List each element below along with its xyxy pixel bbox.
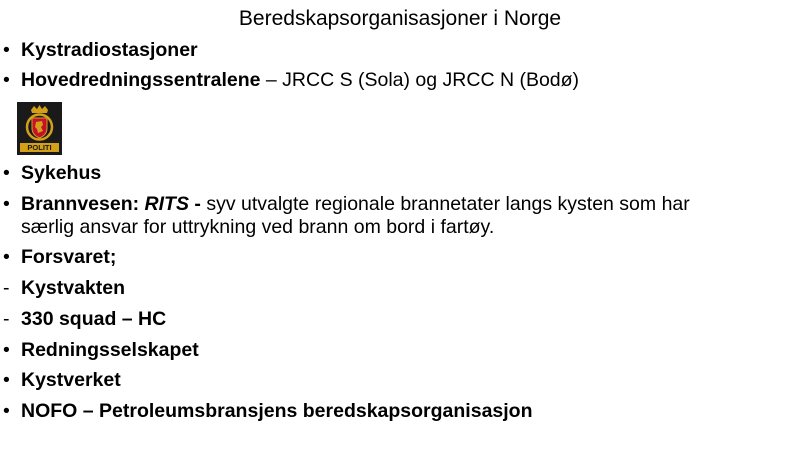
item-text [21, 69, 579, 91]
slide-title: Beredskapsorganisasjoner i Norge [238, 7, 562, 30]
item-label: Sykehus [21, 162, 102, 184]
item-label: Redningsselskapet [21, 339, 199, 361]
politi-emblem-icon [17, 102, 62, 155]
item-label: Kystverket [21, 369, 121, 391]
bullet-marker: • [3, 246, 10, 268]
bullet-marker: • [3, 339, 10, 361]
bullet-marker: • [3, 400, 10, 422]
dash-marker: - [3, 277, 10, 299]
item-description-continued: særlig ansvar for uttrykning ved brann om bord i fartøy. [21, 216, 495, 238]
item-acronym: RITS [144, 193, 189, 215]
item-separator: - [188, 193, 207, 215]
item-label: Kystradiostasjoner [21, 39, 198, 61]
bullet-marker: • [3, 39, 10, 61]
logo-text: POLITI [27, 143, 52, 153]
bullet-marker: • [3, 193, 10, 215]
dash-marker: - [3, 308, 10, 330]
item-label: Kystvakten [21, 277, 126, 299]
item-label: Brannvesen: [21, 193, 145, 215]
item-label: Hovedredningssentralene [21, 69, 261, 91]
item-label: 330 squad – HC [21, 308, 167, 330]
bullet-marker: • [3, 162, 10, 184]
item-description: – JRCC S (Sola) og JRCC N (Bodø) [260, 69, 580, 91]
bullet-marker: • [3, 69, 10, 91]
item-text [21, 193, 690, 215]
item-description: syv utvalgte regionale brannetater langs kysten som har [206, 193, 690, 215]
bullet-marker: • [3, 369, 10, 391]
item-label: Forsvaret; [21, 246, 117, 268]
item-label: NOFO – Petroleumsbransjens beredskapsorganisasjon [21, 400, 533, 422]
